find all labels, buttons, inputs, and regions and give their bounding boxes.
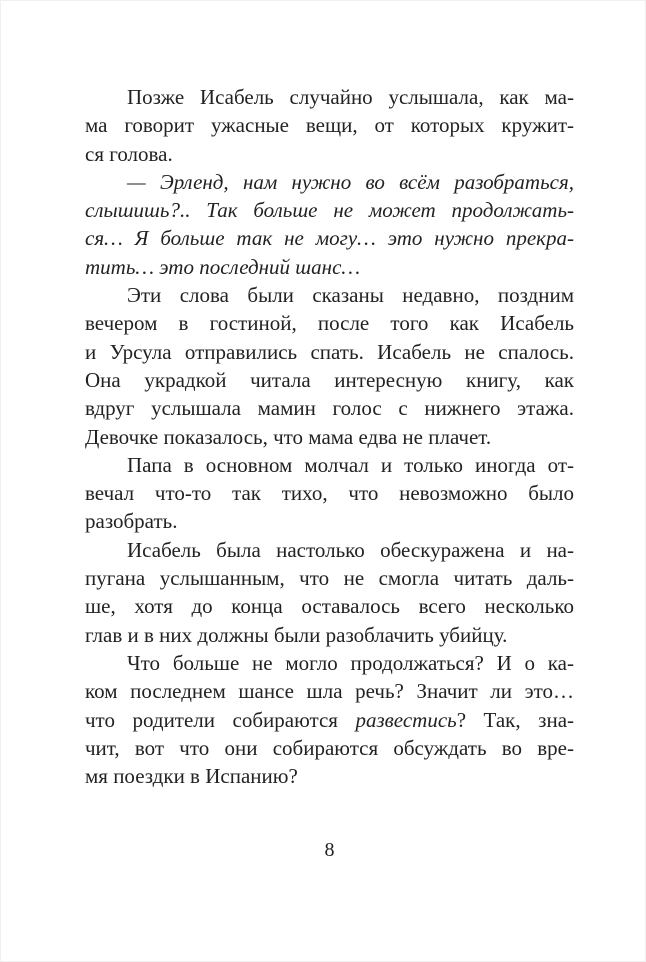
text-line: вечером в гостиной, после того как Исабель (85, 311, 574, 336)
paragraph-6 (85, 649, 574, 790)
text-line: разобрать. (85, 509, 178, 534)
text-line: чит, вот что они собираются обсуждать во вре- (85, 735, 574, 760)
text-line: мя поездки в Испанию? (85, 764, 298, 789)
text-line: Она украдкой читала интересную книгу, как (85, 367, 574, 392)
text-line: слышишь?.. Так больше не может продолжать- (85, 198, 574, 223)
paragraph-2-dialogue (85, 168, 574, 281)
paragraph-3 (85, 281, 574, 451)
text-line: ся голова. (85, 141, 173, 166)
text-line: вечал что-то так тихо, что невозможно было (85, 481, 574, 506)
text-segment: что родители собираются (85, 707, 356, 732)
text-line: Девочке показалось, что мама едва не плачет. (85, 424, 492, 449)
text-line: ся… Я больше так не могу… это нужно прекра- (85, 226, 574, 251)
text-line-mixed-italic (85, 706, 574, 734)
paragraph-5 (85, 536, 574, 649)
paragraph-4 (85, 451, 574, 536)
text-line: Позже Исабель случайно услышала, как ма- (127, 85, 574, 109)
paragraph-1 (85, 83, 574, 168)
text-line: глав и в них должны были разоблачить убийцу. (85, 622, 508, 647)
text-block (85, 83, 574, 790)
text-line: тить… это последний шанс… (85, 254, 361, 279)
text-line: Что больше не могло продолжаться? И о ка- (127, 650, 574, 675)
text-line: ше, хотя до конца оставалось всего несколько (85, 594, 574, 619)
text-line: Папа в основном молчал и только иногда от- (127, 452, 574, 477)
text-line: ма говорит ужасные вещи, от которых кружит- (85, 113, 574, 138)
page-number: 8 (324, 839, 335, 862)
text-segment: ? Так, зна- (456, 707, 575, 732)
text-line: ком последнем шансе шла речь? Значит ли это… (85, 679, 574, 704)
text-line: Исабель была настолько обескуражена и на- (127, 537, 574, 562)
text-line: пугана услышанным, что не смогла читать даль- (85, 566, 574, 591)
text-line: вдруг услышала мамин голос с нижнего этажа. (85, 396, 574, 421)
text-segment-italic: развестись (355, 707, 457, 732)
text-line: и Урсула отправились спать. Исабель не спалось. (85, 339, 574, 364)
text-line: Эти слова были сказаны недавно, поздним (127, 283, 574, 308)
text-line: — Эрленд, нам нужно во всём разобраться, (127, 169, 574, 194)
